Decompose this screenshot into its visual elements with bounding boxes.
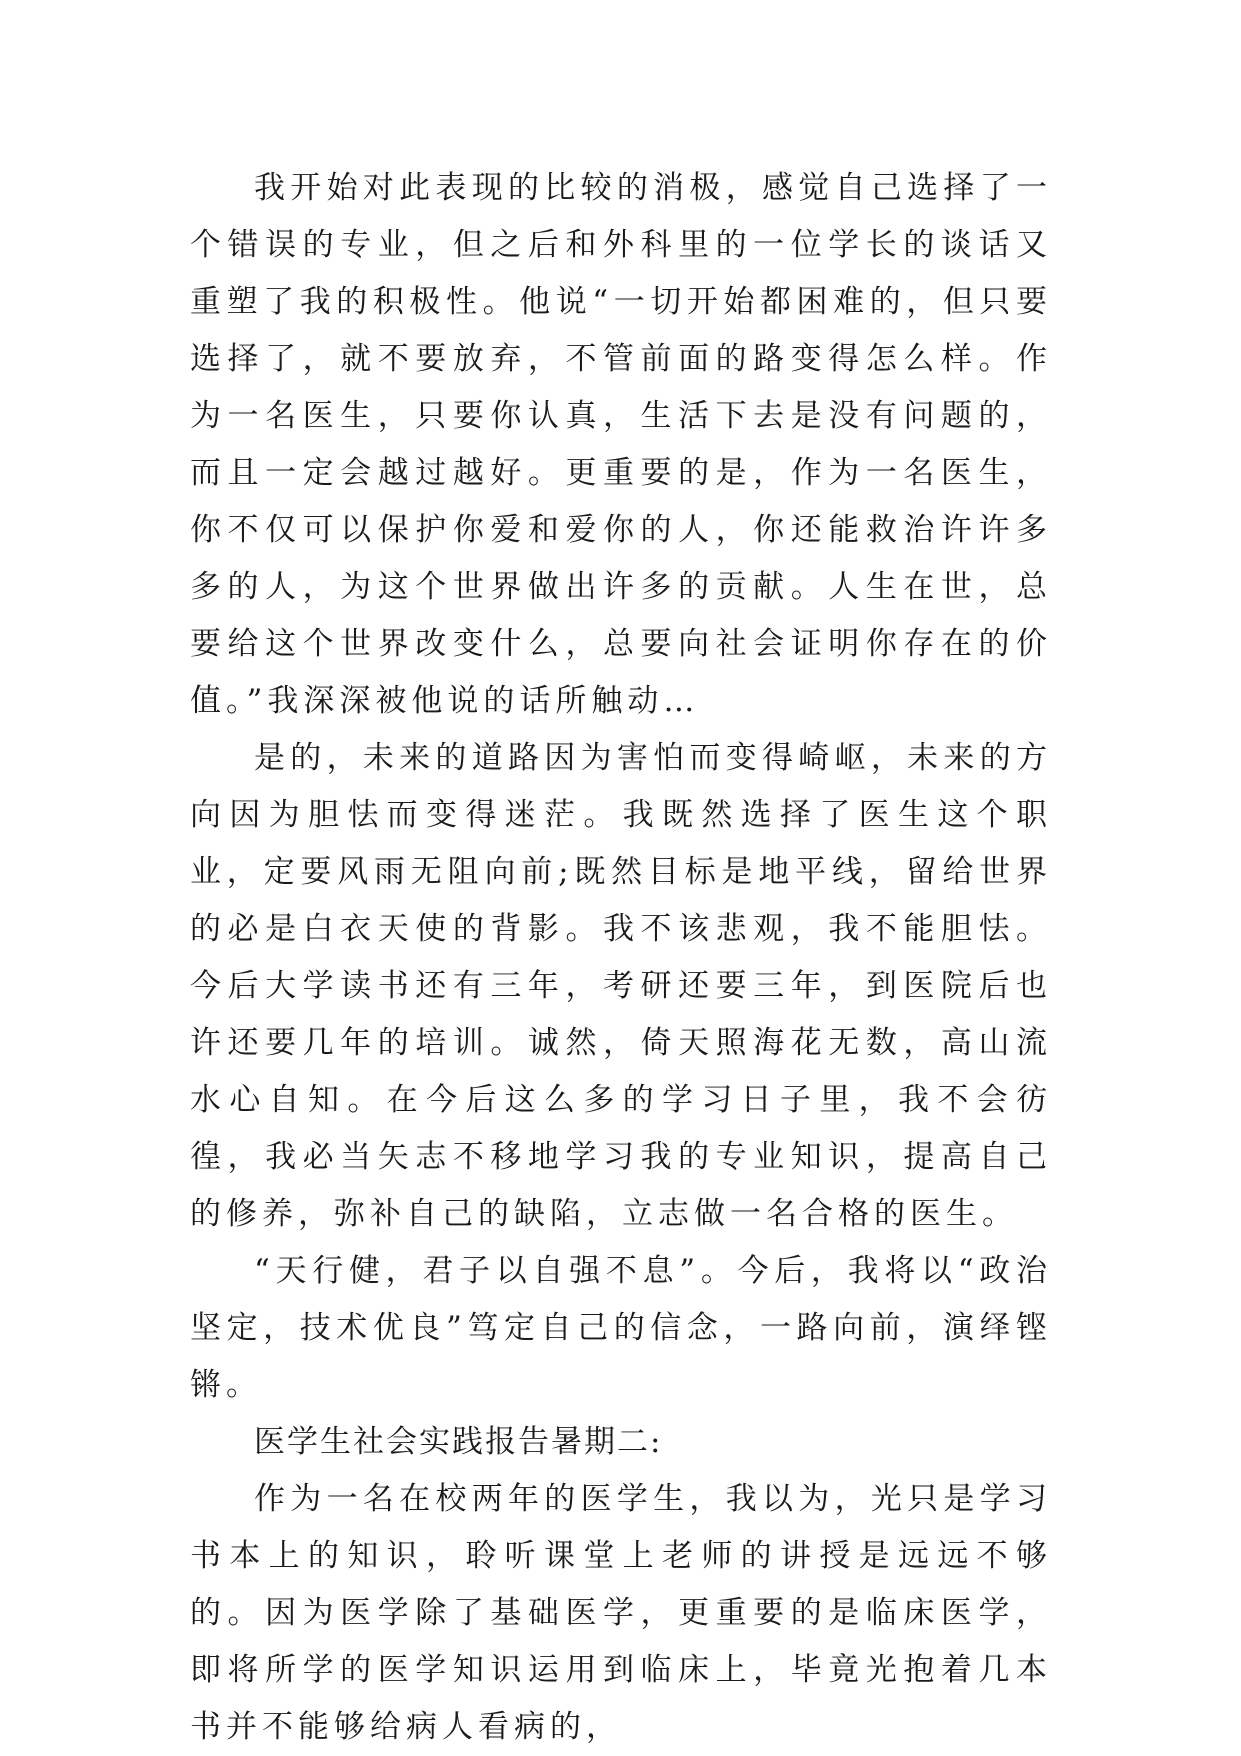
document-body	[190, 160, 1052, 1756]
paragraph-5: 作为一名在校两年的医学生，我以为，光只是学习书本上的知识，聆听课堂上老师的讲授是远远不够的。因为医学除了基础医学，更重要的是临床医学，即将所学的医学知识运用到临床上，毕竟光抱着几本书并不能够给病人看病的，	[190, 1481, 1052, 1745]
paragraph-3: “天行健，君子以自强不息”。今后，我将以“政治坚定，技术优良”笃定自己的信念，一路向前，演绎铿锵。	[190, 1253, 1052, 1403]
section-heading: 医学生社会实践报告暑期二:	[254, 1424, 663, 1460]
paragraph-2: 是的，未来的道路因为害怕而变得崎岖，未来的方向因为胆怯而变得迷茫。我既然选择了医生这个职业，定要风雨无阻向前;既然目标是地平线，留给世界的必是白衣天使的背影。我不该悲观，我不能胆怯。今后大学读书还有三年，考研还要三年，到医院后也许还要几年的培训。诚然，倚天照海花无数，高山流水心自知。在今后这么多的学习日子里，我不会彷徨，我必当矢志不移地学习我的专业知识，提高自己的修养，弥补自己的缺陷，立志做一名合格的医生。	[190, 740, 1052, 1232]
paragraph-1: 我开始对此表现的比较的消极，感觉自己选择了一个错误的专业，但之后和外科里的一位学长的谈话又重塑了我的积极性。他说“一切开始都困难的，但只要选择了，就不要放弃，不管前面的路变得怎么样。作为一名医生，只要你认真，生活下去是没有问题的，而且一定会越过越好。更重要的是，作为一名医生，你不仅可以保护你爱和爱你的人，你还能救治许许多多的人，为这个世界做出许多的贡献。人生在世，总要给这个世界改变什么，总要向社会证明你存在的价值。”我深深被他说的话所触动…	[190, 170, 1052, 719]
